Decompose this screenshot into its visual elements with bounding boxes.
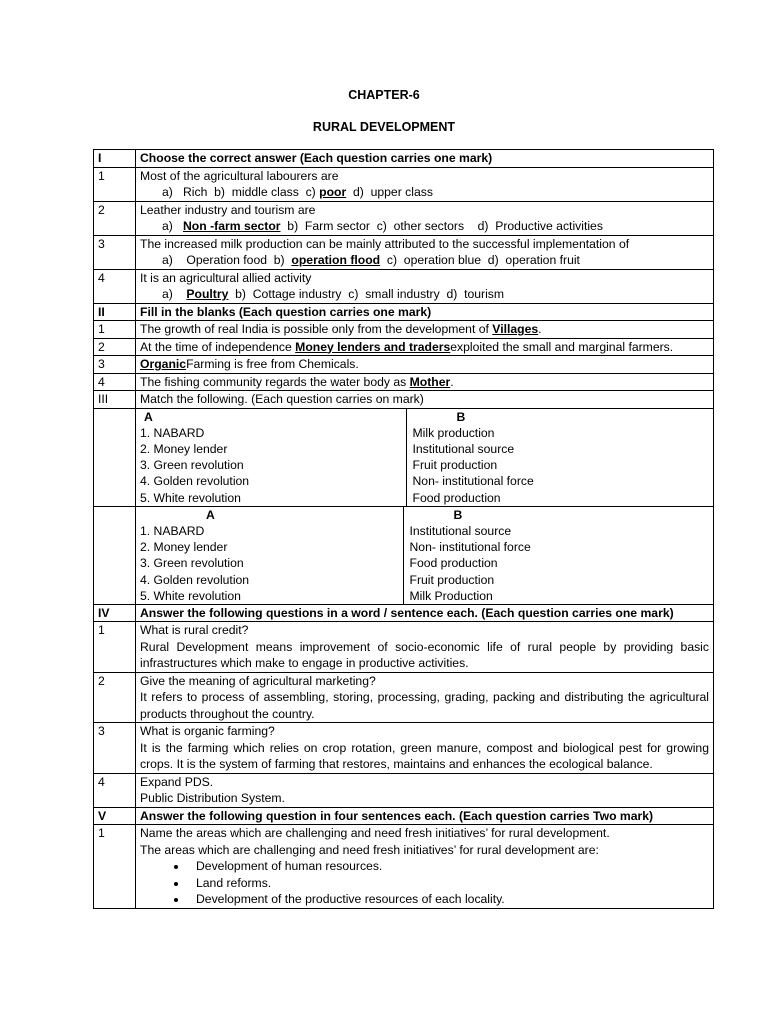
match-item: 5. White revolution <box>136 588 403 604</box>
match-answer <box>136 506 714 604</box>
section-heading: Answer the following questions in a word / sentence each. (Each question carries one mark) <box>136 604 714 622</box>
answer: Organic <box>140 357 187 371</box>
match-item: 2. Money lender <box>136 441 406 457</box>
question-number: 1 <box>94 622 136 673</box>
answer: Mother <box>409 374 451 389</box>
question-number: 4 <box>94 373 136 391</box>
chapter-label: CHAPTER-6 <box>348 88 420 102</box>
question-text: Most of the agricultural labourers are <box>140 168 339 183</box>
match-item: Fruit production <box>412 458 498 473</box>
match-item: 2. Money lender <box>136 539 403 555</box>
section-heading: Match the following. (Each question carries on mark) <box>136 391 714 409</box>
match-question <box>136 408 714 506</box>
table-row <box>94 506 714 604</box>
table-row <box>94 201 714 235</box>
match-item: Non- institutional force <box>412 474 534 489</box>
match-item: 4. Golden revolution <box>136 572 403 588</box>
question-cell <box>136 723 714 774</box>
match-item: Institutional source <box>412 441 515 456</box>
match-item: 5. White revolution <box>136 490 406 506</box>
section-header <box>94 150 714 168</box>
options: a) Rich b) middle class c) poor d) upper class <box>162 185 433 199</box>
question-cell <box>136 672 714 723</box>
table-row <box>94 373 714 391</box>
question-number: 3 <box>94 235 136 269</box>
section-number: I <box>94 150 136 168</box>
question-text: Leather industry and tourism are <box>140 202 316 217</box>
table-row <box>94 825 714 909</box>
column-b-header: B <box>456 409 466 424</box>
section-heading: Choose the correct answer (Each question carries one mark) <box>136 150 714 168</box>
question-text: What is rural credit? <box>140 623 249 638</box>
match-item: Non- institutional force <box>409 540 531 555</box>
section-heading: Fill in the blanks (Each question carries one mark) <box>136 303 714 321</box>
table-row <box>94 622 714 673</box>
match-item: 3. Green revolution <box>136 457 406 473</box>
column-a-header: A <box>144 409 153 424</box>
list-item: • Development of the productive resources of each locality. <box>188 891 709 908</box>
section-header <box>94 303 714 321</box>
list-item: • Development of human resources. <box>188 858 709 875</box>
match-item: Institutional source <box>409 523 512 538</box>
section-heading: Answer the following question in four sentences each. (Each question carries Two mark) <box>136 807 714 825</box>
section-header <box>94 807 714 825</box>
question-cell <box>136 201 714 235</box>
match-item: Milk production <box>412 425 495 440</box>
section-header <box>94 604 714 622</box>
question-number: 2 <box>94 338 136 356</box>
answer: Villages <box>492 322 539 336</box>
table-row <box>94 723 714 774</box>
section-number: V <box>94 807 136 825</box>
answer-text: The areas which are challenging and need fresh initiatives’ for rural development are: <box>140 842 599 857</box>
answer-text: It is the farming which relies on crop rotation, green manure, compost and biological pest for growing crops. It is the system of farming that restores, maintains and enhances the ecological balance. <box>140 740 709 772</box>
answer: operation flood <box>291 253 381 267</box>
answer-text: Rural Development means improvement of socio-economic life of rural people by providing basic infrastructures which make to engage in productive activities. <box>140 639 709 671</box>
options: a) Operation food b) operation flood c) operation blue d) operation fruit <box>162 253 580 267</box>
question-number: 2 <box>94 201 136 235</box>
answer: Poultry <box>186 287 229 301</box>
match-item: Food production <box>409 556 498 571</box>
section-number: IV <box>94 604 136 622</box>
question-number: 1 <box>94 167 136 201</box>
question-table <box>93 149 714 909</box>
page-title: RURAL DEVELOPMENT <box>312 120 456 134</box>
answer: poor <box>319 185 347 199</box>
question-number: 1 <box>94 321 136 339</box>
table-row <box>94 356 714 374</box>
match-item: Fruit production <box>409 572 495 587</box>
answer-text: It refers to process of assembling, storing, processing, grading, packing and distributing the agricultural products throughout the country. <box>140 690 709 721</box>
fill-blank-text: OrganicFarming is free from Chemicals. <box>136 356 714 374</box>
question-text: Give the meaning of agricultural marketing? <box>140 673 376 688</box>
question-number: 4 <box>94 773 136 807</box>
table-row <box>94 269 714 303</box>
options: a) Non -farm sector b) Farm sector c) other sectors d) Productive activities <box>162 219 603 233</box>
table-row <box>94 235 714 269</box>
question-text: It is an agricultural allied activity <box>140 270 312 285</box>
match-item: 1. NABARD <box>136 523 403 539</box>
table-row <box>94 167 714 201</box>
column-b-header: B <box>453 507 463 522</box>
question-number: 4 <box>94 269 136 303</box>
table-row <box>94 321 714 339</box>
list-item: • Land reforms. <box>188 875 709 892</box>
question-number: 3 <box>94 723 136 774</box>
column-a-header: A <box>206 507 215 522</box>
fill-blank-text: At the time of independence Money lenders and tradersexploited the small and marginal farmers. <box>136 338 714 356</box>
match-item: Food production <box>412 490 501 505</box>
fill-blank-text: The fishing community regards the water body as Mother. <box>136 373 714 391</box>
section-number: II <box>94 303 136 321</box>
question-cell <box>136 622 714 673</box>
question-cell <box>136 167 714 201</box>
options: a) Poultry b) Cottage industry c) small industry d) tourism <box>162 287 505 301</box>
fill-blank-text: The growth of real India is possible only from the development of Villages. <box>136 321 714 339</box>
table-row <box>94 773 714 807</box>
question-text: Name the areas which are challenging and need fresh initiatives’ for rural development. <box>140 826 610 841</box>
question-cell <box>136 773 714 807</box>
match-item: 3. Green revolution <box>136 555 403 571</box>
question-number: 2 <box>94 672 136 723</box>
answer-list <box>140 858 709 908</box>
match-item: 4. Golden revolution <box>136 473 406 489</box>
answer-text: Public Distribution System. <box>140 791 285 806</box>
match-item: Milk Production <box>409 588 493 603</box>
table-row <box>94 672 714 723</box>
answer: Non -farm sector <box>183 219 281 233</box>
section-header <box>94 391 714 409</box>
question-cell <box>136 825 714 909</box>
question-cell <box>136 235 714 269</box>
question-text: What is organic farming? <box>140 724 275 739</box>
section-number: III <box>94 391 136 409</box>
answer: Money lenders and traders <box>295 339 451 354</box>
question-number: 1 <box>94 825 136 909</box>
question-number: 3 <box>94 356 136 374</box>
question-cell <box>136 269 714 303</box>
table-row <box>94 338 714 356</box>
question-text: The increased milk production can be mainly attributed to the successful implementation of <box>140 236 630 251</box>
table-row <box>94 408 714 506</box>
match-item: 1. NABARD <box>136 425 406 441</box>
question-text: Expand PDS. <box>140 774 214 789</box>
